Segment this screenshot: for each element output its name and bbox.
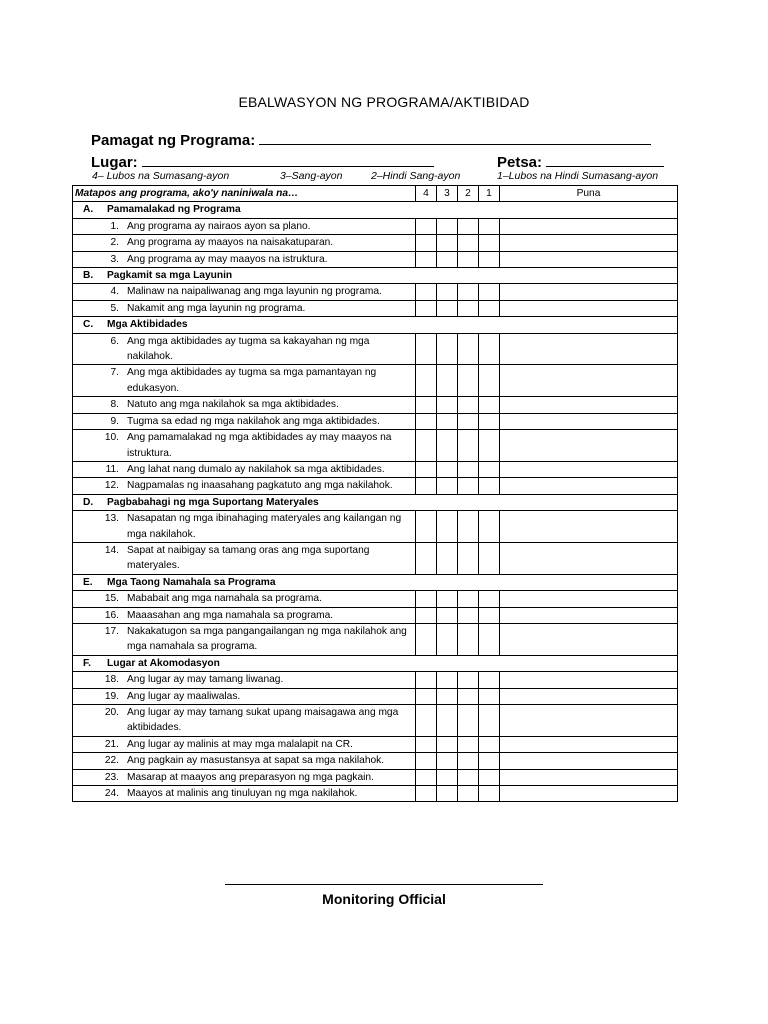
rating-3-cell[interactable] [437, 478, 458, 494]
rating-1-cell[interactable] [479, 430, 500, 462]
table-row [73, 591, 678, 607]
table-row [73, 413, 678, 429]
rating-1-cell[interactable] [479, 300, 500, 316]
rating-3-cell[interactable] [437, 542, 458, 574]
item-text: Ang pamamalakad ng mga aktibidades ay may maayos na istruktura. [127, 432, 392, 459]
rating-1-cell[interactable] [479, 688, 500, 704]
remarks-cell[interactable] [500, 478, 678, 494]
item-number: 17. [104, 625, 119, 637]
remarks-cell[interactable] [500, 284, 678, 300]
rating-4-cell[interactable] [416, 300, 437, 316]
rating-4-cell[interactable] [416, 397, 437, 413]
rating-2-cell[interactable] [458, 413, 479, 429]
rating-1-cell[interactable] [479, 284, 500, 300]
statement-cell [73, 300, 416, 316]
statement-cell [73, 736, 416, 752]
rating-2-cell[interactable] [458, 623, 479, 655]
rating-4-cell[interactable] [416, 542, 437, 574]
item-text: Nakamit ang mga layunin ng programa. [127, 302, 306, 314]
item-text: Ang lugar ay may tamang sukat upang maisagawa ang mga aktibidades. [127, 707, 399, 734]
item-number: 16. [104, 609, 119, 621]
statement-cell [73, 672, 416, 688]
rating-4-cell[interactable] [416, 413, 437, 429]
rating-4-cell[interactable] [416, 218, 437, 234]
item-number: 11. [105, 463, 119, 475]
table-row [73, 430, 678, 462]
evaluation-table [72, 185, 678, 802]
table-header-row [73, 186, 678, 202]
header-rating-1: 1 [479, 186, 500, 202]
rating-1-cell[interactable] [479, 753, 500, 769]
section-row [73, 655, 678, 671]
remarks-cell[interactable] [500, 430, 678, 462]
rating-3-cell[interactable] [437, 591, 458, 607]
rating-4-cell[interactable] [416, 591, 437, 607]
item-text: Ang programa ay nairaos ayon sa plano. [127, 220, 311, 232]
rating-2-cell[interactable] [458, 251, 479, 267]
item-text: Malinaw na naipaliwanag ang mga layunin ng programa. [127, 286, 382, 298]
item-text: Maayos at malinis ang tinuluyan ng mga nakilahok. [127, 788, 358, 800]
rating-4-cell[interactable] [416, 511, 437, 543]
rating-2-cell[interactable] [458, 769, 479, 785]
remarks-cell[interactable] [500, 736, 678, 752]
remarks-cell[interactable] [500, 623, 678, 655]
section-title: Pamamalakad ng Programa [107, 204, 241, 216]
section-title-cell [73, 655, 678, 671]
date-blank[interactable] [546, 152, 664, 167]
rating-1-cell[interactable] [479, 769, 500, 785]
rating-3-cell[interactable] [437, 365, 458, 397]
rating-4-cell[interactable] [416, 251, 437, 267]
section-title-cell [73, 317, 678, 333]
table-row [73, 461, 678, 477]
item-number: 3. [110, 253, 119, 265]
remarks-cell[interactable] [500, 607, 678, 623]
place-blank[interactable] [142, 152, 434, 167]
scale-1: 1–Lubos na Hindi Sumasang-ayon [497, 170, 659, 182]
rating-1-cell[interactable] [479, 542, 500, 574]
item-number: 1. [110, 220, 119, 232]
table-row [73, 705, 678, 737]
item-number: 10. [104, 432, 119, 444]
table-row [73, 672, 678, 688]
program-title-blank[interactable] [259, 130, 651, 145]
item-number: 15. [104, 593, 119, 605]
item-number: 9. [110, 415, 119, 427]
remarks-cell[interactable] [500, 333, 678, 365]
rating-4-cell[interactable] [416, 607, 437, 623]
evaluation-body [73, 202, 678, 802]
remarks-cell[interactable] [500, 235, 678, 251]
table-row [73, 542, 678, 574]
rating-3-cell[interactable] [437, 235, 458, 251]
item-number: 6. [110, 335, 119, 347]
statement-cell [73, 769, 416, 785]
remarks-cell[interactable] [500, 591, 678, 607]
item-text: Nakakatugon sa mga pangangailangan ng mga nakilahok ang mga namahala sa programa. [127, 625, 407, 653]
rating-2-cell[interactable] [458, 218, 479, 234]
section-title: Mga Aktibidades [107, 319, 188, 331]
item-number: 24. [104, 788, 119, 800]
rating-3-cell[interactable] [437, 397, 458, 413]
table-row [73, 478, 678, 494]
rating-3-cell[interactable] [437, 623, 458, 655]
table-row [73, 736, 678, 752]
remarks-cell[interactable] [500, 786, 678, 802]
remarks-cell[interactable] [500, 365, 678, 397]
rating-2-cell[interactable] [458, 511, 479, 543]
signature-line[interactable] [225, 884, 543, 885]
rating-1-cell[interactable] [479, 705, 500, 737]
item-text: Tugma sa edad ng mga nakilahok ang mga aktibidades. [127, 415, 380, 427]
rating-3-cell[interactable] [437, 688, 458, 704]
item-text: Ang programa ay may maayos na istruktura. [127, 253, 328, 265]
rating-4-cell[interactable] [416, 430, 437, 462]
item-text: Ang lugar ay malinis at may mga malalapit na CR. [127, 738, 353, 750]
remarks-cell[interactable] [500, 413, 678, 429]
item-number: 18. [104, 674, 119, 686]
item-number: 8. [110, 399, 119, 411]
section-letter: E. [83, 576, 93, 588]
rating-1-cell[interactable] [479, 591, 500, 607]
item-number: 12. [104, 480, 119, 492]
item-number: 5. [110, 302, 119, 314]
item-number: 19. [104, 690, 119, 702]
item-number: 2. [110, 237, 119, 249]
item-text: Sapat at naibigay sa tamang oras ang mga suportang materyales. [127, 544, 370, 572]
remarks-cell[interactable] [500, 300, 678, 316]
rating-4-cell[interactable] [416, 461, 437, 477]
rating-4-cell[interactable] [416, 736, 437, 752]
remarks-cell[interactable] [500, 753, 678, 769]
section-letter: F. [83, 657, 91, 669]
rating-2-cell[interactable] [458, 542, 479, 574]
rating-1-cell[interactable] [479, 218, 500, 234]
section-row [73, 317, 678, 333]
header-rating-3: 3 [437, 186, 458, 202]
rating-1-cell[interactable] [479, 365, 500, 397]
item-number: 21. [104, 738, 119, 750]
statement-cell [73, 333, 416, 365]
statement-cell [73, 218, 416, 234]
remarks-cell[interactable] [500, 672, 678, 688]
remarks-cell[interactable] [500, 461, 678, 477]
item-text: Masarap at maayos ang preparasyon ng mga pagkain. [127, 771, 374, 783]
rating-2-cell[interactable] [458, 333, 479, 365]
remarks-cell[interactable] [500, 251, 678, 267]
place-label: Lugar: [91, 154, 138, 171]
item-text: Maaasahan ang mga namahala sa programa. [127, 609, 334, 621]
rating-2-cell[interactable] [458, 461, 479, 477]
section-row [73, 574, 678, 590]
rating-4-cell[interactable] [416, 333, 437, 365]
section-letter: D. [83, 496, 94, 508]
table-row [73, 251, 678, 267]
rating-2-cell[interactable] [458, 736, 479, 752]
scale-2: 2–Hindi Sang-ayon [371, 170, 461, 182]
rating-4-cell[interactable] [416, 284, 437, 300]
rating-4-cell[interactable] [416, 365, 437, 397]
table-row [73, 284, 678, 300]
rating-3-cell[interactable] [437, 430, 458, 462]
place-field[interactable] [91, 152, 434, 171]
rating-1-cell[interactable] [479, 786, 500, 802]
header-remarks: Puna [500, 186, 678, 202]
rating-1-cell[interactable] [479, 235, 500, 251]
section-letter: B. [83, 270, 94, 282]
rating-1-cell[interactable] [479, 478, 500, 494]
item-text: Ang lugar ay may tamang liwanag. [127, 674, 284, 686]
rating-4-cell[interactable] [416, 769, 437, 785]
rating-2-cell[interactable] [458, 672, 479, 688]
statement-cell [73, 607, 416, 623]
rating-4-cell[interactable] [416, 786, 437, 802]
rating-4-cell[interactable] [416, 705, 437, 737]
rating-1-cell[interactable] [479, 672, 500, 688]
rating-1-cell[interactable] [479, 333, 500, 365]
item-number: 23. [104, 771, 119, 783]
rating-2-cell[interactable] [458, 430, 479, 462]
item-text: Ang mga aktibidades ay tugma sa kakayahan ng mga nakilahok. [127, 335, 370, 363]
item-number: 7. [110, 367, 119, 379]
header-statement: Matapos ang programa, ako'y naniniwala na… [73, 186, 416, 202]
statement-cell [73, 461, 416, 477]
date-label: Petsa: [497, 154, 543, 171]
item-text: Ang lahat nang dumalo ay nakilahok sa mga aktibidades. [127, 463, 385, 475]
remarks-cell[interactable] [500, 542, 678, 574]
rating-4-cell[interactable] [416, 235, 437, 251]
rating-2-cell[interactable] [458, 786, 479, 802]
statement-cell [73, 753, 416, 769]
rating-1-cell[interactable] [479, 607, 500, 623]
item-text: Ang pagkain ay masustansya at sapat sa mga nakilahok. [127, 755, 385, 767]
program-title-field[interactable] [91, 130, 651, 149]
signature-label: Monitoring Official [322, 891, 446, 907]
statement-cell [73, 284, 416, 300]
rating-3-cell[interactable] [437, 786, 458, 802]
table-row [73, 333, 678, 365]
date-field[interactable] [497, 152, 664, 171]
statement-cell [73, 478, 416, 494]
statement-cell [73, 705, 416, 737]
rating-2-cell[interactable] [458, 607, 479, 623]
rating-3-cell[interactable] [437, 769, 458, 785]
statement-cell [73, 430, 416, 462]
rating-2-cell[interactable] [458, 478, 479, 494]
rating-3-cell[interactable] [437, 300, 458, 316]
remarks-cell[interactable] [500, 397, 678, 413]
rating-3-cell[interactable] [437, 413, 458, 429]
rating-4-cell[interactable] [416, 672, 437, 688]
statement-cell [73, 623, 416, 655]
remarks-cell[interactable] [500, 688, 678, 704]
rating-3-cell[interactable] [437, 284, 458, 300]
rating-3-cell[interactable] [437, 672, 458, 688]
rating-1-cell[interactable] [479, 623, 500, 655]
rating-4-cell[interactable] [416, 688, 437, 704]
table-row [73, 397, 678, 413]
table-row [73, 769, 678, 785]
rating-2-cell[interactable] [458, 753, 479, 769]
section-row [73, 494, 678, 510]
rating-1-cell[interactable] [479, 397, 500, 413]
item-number: 14. [104, 544, 119, 556]
scale-3: 3–Sang-ayon [280, 170, 343, 182]
rating-3-cell[interactable] [437, 251, 458, 267]
header-rating-4: 4 [416, 186, 437, 202]
rating-3-cell[interactable] [437, 736, 458, 752]
item-text: Ang lugar ay maaliwalas. [127, 690, 241, 702]
statement-cell [73, 413, 416, 429]
rating-1-cell[interactable] [479, 413, 500, 429]
statement-cell [73, 542, 416, 574]
rating-3-cell[interactable] [437, 705, 458, 737]
rating-2-cell[interactable] [458, 397, 479, 413]
rating-3-cell[interactable] [437, 753, 458, 769]
section-title: Lugar at Akomodasyon [107, 657, 220, 669]
item-number: 4. [110, 286, 119, 298]
section-title-cell [73, 268, 678, 284]
remarks-cell[interactable] [500, 705, 678, 737]
item-text: Ang mga aktibidades ay tugma sa mga pamantayan ng edukasyon. [127, 367, 377, 394]
table-row [73, 235, 678, 251]
table-row [73, 365, 678, 397]
table-row [73, 511, 678, 543]
rating-3-cell[interactable] [437, 607, 458, 623]
rating-2-cell[interactable] [458, 591, 479, 607]
rating-2-cell[interactable] [458, 300, 479, 316]
table-row [73, 688, 678, 704]
form-title: EBALWASYON NG PROGRAMA/AKTIBIDAD [238, 94, 530, 110]
rating-2-cell[interactable] [458, 235, 479, 251]
remarks-cell[interactable] [500, 218, 678, 234]
remarks-cell[interactable] [500, 769, 678, 785]
rating-1-cell[interactable] [479, 511, 500, 543]
statement-cell [73, 786, 416, 802]
table-row [73, 786, 678, 802]
section-row [73, 268, 678, 284]
rating-2-cell[interactable] [458, 365, 479, 397]
statement-cell [73, 688, 416, 704]
statement-cell [73, 251, 416, 267]
section-title: Mga Taong Namahala sa Programa [107, 576, 276, 588]
rating-2-cell[interactable] [458, 284, 479, 300]
rating-1-cell[interactable] [479, 461, 500, 477]
item-number: 22. [104, 755, 119, 767]
table-row [73, 753, 678, 769]
item-text: Natuto ang mga nakilahok sa mga aktibidades. [127, 399, 339, 411]
item-text: Nasapatan ng mga ibinahaging materyales ang kailangan ng mga nakilahok. [127, 513, 402, 540]
statement-cell [73, 591, 416, 607]
section-title-cell [73, 494, 678, 510]
statement-cell [73, 397, 416, 413]
table-row [73, 623, 678, 655]
rating-3-cell[interactable] [437, 218, 458, 234]
table-row [73, 218, 678, 234]
section-letter: A. [83, 204, 94, 216]
item-number: 13. [104, 513, 119, 525]
statement-cell [73, 235, 416, 251]
table-row [73, 607, 678, 623]
rating-4-cell[interactable] [416, 623, 437, 655]
rating-1-cell[interactable] [479, 736, 500, 752]
section-title-cell [73, 574, 678, 590]
section-title: Pagkamit sa mga Layunin [107, 270, 233, 282]
program-title-label: Pamagat ng Programa: [91, 132, 256, 149]
rating-3-cell[interactable] [437, 333, 458, 365]
section-letter: C. [83, 319, 94, 331]
remarks-cell[interactable] [500, 511, 678, 543]
rating-2-cell[interactable] [458, 705, 479, 737]
statement-cell [73, 511, 416, 543]
section-title-cell [73, 202, 678, 218]
item-text: Ang programa ay maayos na naisakatuparan. [127, 237, 334, 249]
rating-4-cell[interactable] [416, 753, 437, 769]
scale-4: 4– Lubos na Sumasang-ayon [92, 170, 230, 182]
rating-3-cell[interactable] [437, 461, 458, 477]
item-text: Nagpamalas ng inaasahang pagkatuto ang mga nakilahok. [127, 480, 393, 492]
rating-2-cell[interactable] [458, 688, 479, 704]
item-text: Mababait ang mga namahala sa programa. [127, 593, 322, 605]
table-row [73, 300, 678, 316]
header-rating-2: 2 [458, 186, 479, 202]
section-title: Pagbabahagi ng mga Suportang Materyales [107, 496, 319, 508]
section-row [73, 202, 678, 218]
rating-4-cell[interactable] [416, 478, 437, 494]
statement-cell [73, 365, 416, 397]
rating-3-cell[interactable] [437, 511, 458, 543]
item-number: 20. [104, 707, 119, 718]
rating-1-cell[interactable] [479, 251, 500, 267]
